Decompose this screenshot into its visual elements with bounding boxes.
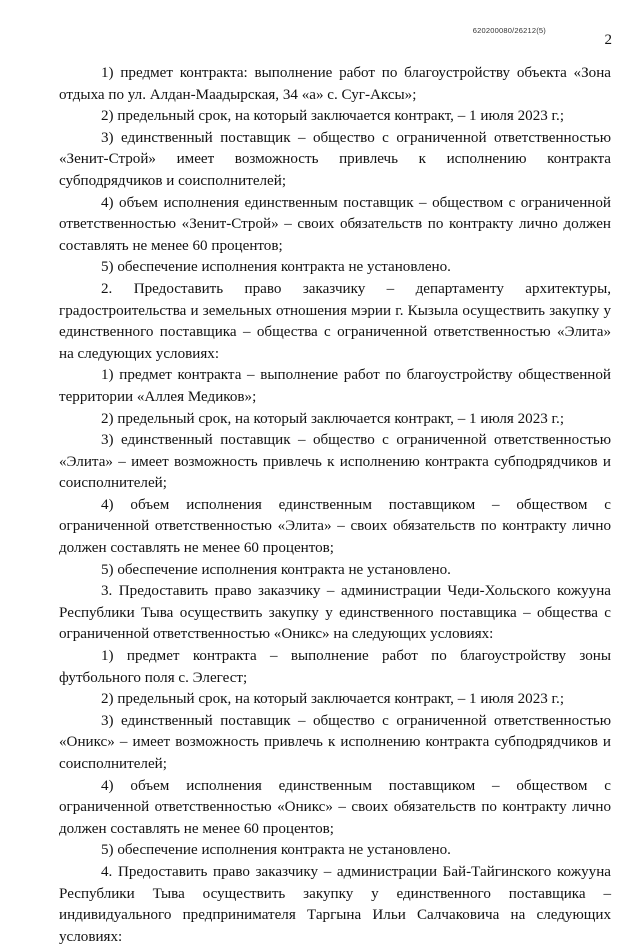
paragraph-deadline-elita: 2) предельный срок, на который заключается контракт, – 1 июля 2023 г.; [101,410,565,427]
paragraph-contract-subject-zenit: 1) предмет контракта: выполнение работ по благоустройству объекта «Зона отдыха по ул. Алдан-Маадырская, 34 «а» с. Суг-Аксы»; [59,65,611,103]
paragraph-item-2-elita: 2. Предоставить право заказчику – департаменту архитектуры, градостроительства и земельных отношения мэрии г. Кызыла осуществить закупку у единственного поставщика – общества с ограниченной ответственностью «Элита» на следующих условиях: [59,280,611,362]
paragraph-volume-zenit: 4) объем исполнения единственным поставщик – обществом с ограниченной ответственностью «Зенит-Строй» – своих обязательств по контракту лично должен составлять не менее 60 процентов; [59,194,611,254]
paragraph-deadline-zenit: 2) предельный срок, на который заключается контракт, – 1 июля 2023 г.; [101,108,565,125]
paragraph-security-zenit: 5) обеспечение исполнения контракта не установлено. [101,259,451,276]
paragraph-security-oniks: 5) обеспечение исполнения контракта не установлено. [101,842,451,859]
paragraph-subcontractors-elita: 3) единственный поставщик – общество с ограниченной ответственностью «Элита» – имеет возможность привлечь к исполнению контракта субподрядчиков и соисполнителей; [59,432,611,492]
paragraph-subcontractors-zenit: 3) единственный поставщик – общество с ограниченной ответственностью «Зенит-Строй» имеет возможность привлечь к исполнению контракта субподрядчиков и соисполнителей; [59,129,611,189]
paragraph-subcontractors-oniks: 3) единственный поставщик – общество с ограниченной ответственностью «Оникс» – имеет возможность привлечь к исполнению контракта субподрядчиков и соисполнителей; [59,712,611,772]
paragraph-item-3-oniks: 3. Предоставить право заказчику – администрации Чеди-Хольского кожууна Республики Тыва осуществить закупку у единственного поставщика – общества с ограниченной ответственностью «Оникс» на следующих условиях: [59,583,611,643]
paragraph-deadline-oniks: 2) предельный срок, на который заключается контракт, – 1 июля 2023 г.; [101,691,565,708]
paragraph-item-4-bai-taiga: 4. Предоставить право заказчику – администрации Бай-Тайгинского кожууна Республики Тыва осуществить закупку у единственного поставщика – индивидуального предпринимателя Таргына Ильи Салчаковича на следующих условиях: [59,863,611,945]
paragraph-contract-subject-elita: 1) предмет контракта – выполнение работ по благоустройству общественной территории «Аллея Медиков»; [59,367,611,405]
paragraph-contract-subject-oniks: 1) предмет контракта – выполнение работ по благоустройству зоны футбольного поля с. Элегест; [59,648,611,686]
paragraph-volume-elita: 4) объем исполнения единственным поставщиком – обществом с ограниченной ответственностью «Элита» – своих обязательств по контракту лично должен составлять не менее 60 процентов; [59,496,611,557]
paragraph-security-elita: 5) обеспечение исполнения контракта не установлено. [101,561,451,578]
document-registration-code: 620200080/26212(5) [472,26,546,35]
paragraph-volume-oniks: 4) объем исполнения единственным поставщиком – обществом с ограниченной ответственностью «Оникс» – своих обязательств по контракту лично должен составлять не менее 60 процентов; [59,777,611,837]
page-number: 2 [604,32,612,48]
document-body [59,63,611,948]
